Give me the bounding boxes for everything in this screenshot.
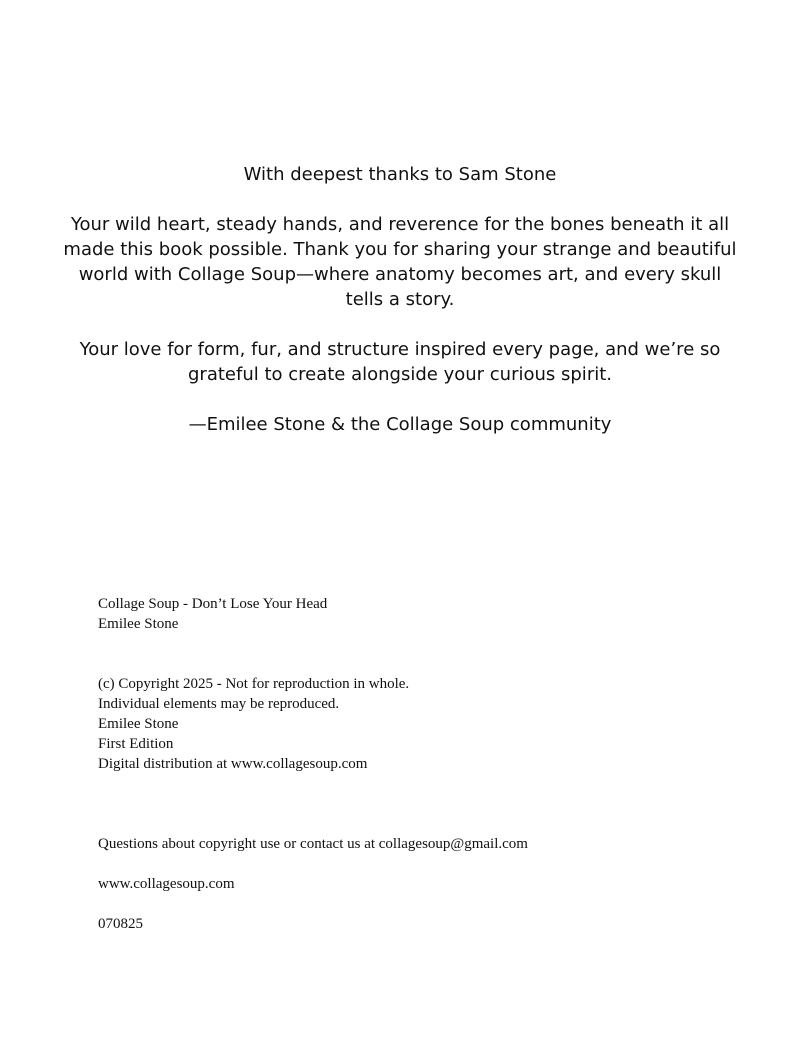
contact-note: Questions about copyright use or contact us at collagesoup@gmail.com	[98, 836, 528, 852]
copyright-block	[98, 674, 409, 774]
print-code: 070825	[98, 916, 143, 932]
distribution-note: Digital distribution at www.collagesoup.com	[98, 756, 368, 772]
title-block	[98, 594, 327, 634]
dedication-signature: —Emilee Stone & the Collage Soup community	[188, 414, 612, 435]
author-name-repeat: Emilee Stone	[98, 716, 179, 732]
reproduction-note: Individual elements may be reproduced.	[98, 696, 340, 712]
contact-block	[98, 834, 528, 854]
author-name: Emilee Stone	[98, 616, 179, 632]
dedication-paragraph-1: Your wild heart, steady hands, and reverence for the bones beneath it all made this book possible. Thank you for sharing your strange and beautiful world with Collage Soup—where anatomy becomes art, and every skull tells a story.	[63, 214, 737, 310]
dedication-paragraph-2: Your love for form, fur, and structure inspired every page, and we’re so grateful to create alongside your curious spirit.	[79, 339, 721, 385]
code-block	[98, 914, 143, 934]
dedication-heading: With deepest thanks to Sam Stone	[243, 164, 557, 185]
website-block	[98, 874, 235, 894]
book-title: Collage Soup - Don’t Lose Your Head	[98, 596, 328, 612]
copyright-notice: (c) Copyright 2025 - Not for reproduction in whole.	[98, 676, 410, 692]
edition-label: First Edition	[98, 736, 174, 752]
website-url: www.collagesoup.com	[98, 876, 235, 892]
dedication-section	[60, 162, 740, 462]
